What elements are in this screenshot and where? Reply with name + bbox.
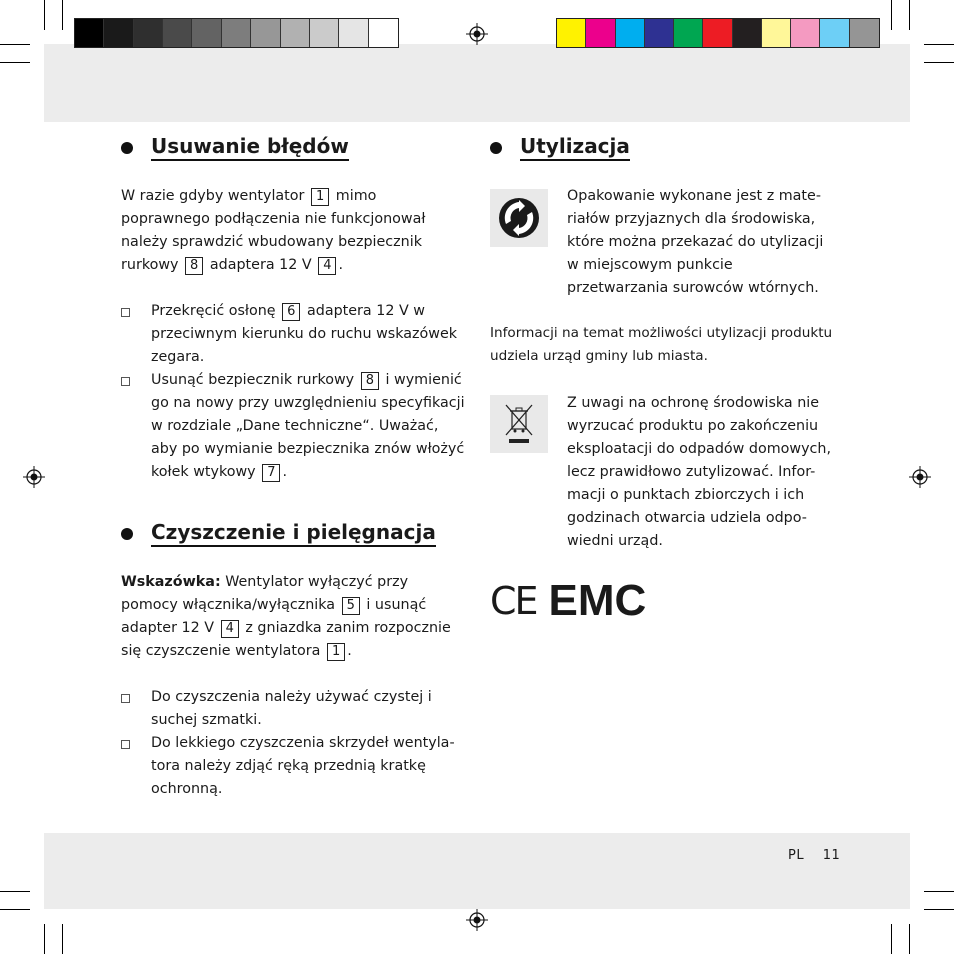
packaging-text: Opakowanie wykonane jest z mate-riałów przyjaznych dla środowiska, które można przekazać do utylizacji w miejscowym punkcie przetwarzania surowców wtórnych. [567,188,824,296]
grayscale-color-bar [74,18,399,48]
bullet-dot-icon [121,528,133,540]
registration-mark-icon [23,466,45,488]
list-item: Przekręcić osłonę 6 adaptera 12 V w przeciwnym kierunku do ruchu wskazówek zegara. [121,300,466,369]
color-swatch [820,19,849,47]
color-swatch [251,19,280,47]
color-swatch [310,19,339,47]
emc-mark: EMC [548,576,647,625]
part-reference-number: 1 [311,188,329,206]
registration-mark-icon [466,23,488,45]
section-title: Czyszczenie i pielęgnacja [151,520,436,547]
crop-mark [0,62,30,63]
crop-mark [62,924,63,954]
crop-mark [924,62,954,63]
section-title: Usuwanie błędów [151,134,349,161]
note-text: Wentylator wyłączyć przy pomocy włącznika/wyłącznika 5 i usunąć adapter 12 V 4 z gniazdka zanim rozpocznie się czyszczenie wentylatora 1 . [121,574,451,659]
registration-mark-icon [466,909,488,931]
color-swatch [674,19,703,47]
color-swatch [369,19,398,47]
color-swatch [557,19,586,47]
part-reference-number: 7 [262,464,280,482]
color-swatch [75,19,104,47]
crop-mark [909,0,910,30]
troubleshooting-intro: W razie gdyby wentylator 1 mimo poprawnego podłączenia nie funkcjonował należy sprawdzić wbudowany bezpiecznik rurkowy 8 adaptera 12 V 4 . [121,188,426,273]
crop-mark [62,0,63,30]
crop-mark [44,924,45,954]
color-swatch [192,19,221,47]
color-swatch [850,19,879,47]
crop-mark [44,0,45,30]
color-swatch [281,19,310,47]
checkbox-square-icon [121,377,130,386]
section-heading-troubleshooting [121,134,466,161]
process-color-bar [556,18,880,48]
crop-mark [924,44,954,45]
color-swatch [645,19,674,47]
part-reference-number: 4 [318,257,336,275]
list-item: Do lekkiego czyszczenia skrzydeł wentyla-tora należy zdjąć ręką przednią kratkę ochronną. [121,732,466,801]
note-label: Wskazówka: [121,574,221,590]
color-swatch [163,19,192,47]
color-swatch [104,19,133,47]
color-swatch [703,19,732,47]
part-reference-number: 5 [342,597,360,615]
language-code: PL [788,848,805,863]
crop-mark [0,44,30,45]
ce-mark-icon: CE [490,579,537,623]
crop-mark [924,909,954,910]
crop-mark [891,0,892,30]
bottom-band [44,833,910,909]
certification-marks [490,576,647,625]
section-heading-cleaning [121,520,466,547]
crop-mark [891,924,892,954]
checkbox-square-icon [121,308,130,317]
left-column [121,134,466,801]
cleaning-note [121,571,466,663]
color-swatch [791,19,820,47]
weee-text: Z uwagi na ochronę środowiska nie wyrzucać produktu po zakończeniu eksploatacji do odpadów domowych, lecz prawidłowo zutylizować. Infor-macji o punktach zbiorczych i ich godzinach otwarcia udziela odpo-wiedni urząd. [567,395,831,549]
list-item: Do czyszczenia należy używać czystej i suchej szmatki. [121,686,466,732]
right-column [490,134,835,161]
crop-mark [0,891,30,892]
checkbox-square-icon [121,694,130,703]
page-number: 11 [822,848,841,863]
cleaning-steps [121,686,466,801]
color-swatch [616,19,645,47]
color-swatch [134,19,163,47]
disposal-info-text: Informacji na temat możliwości utylizacji produktu udziela urząd gminy lub miasta. [490,325,833,364]
bullet-dot-icon [490,142,502,154]
checkbox-square-icon [121,740,130,749]
color-swatch [733,19,762,47]
part-reference-number: 6 [282,303,300,321]
color-swatch [339,19,368,47]
page-footer [788,848,840,863]
part-reference-number: 4 [221,620,239,638]
section-heading-disposal [490,134,835,161]
crop-mark [924,891,954,892]
bullet-dot-icon [121,142,133,154]
list-item: Usunąć bezpiecznik rurkowy 8 i wymienić go na nowy przy uwzględnieniu specyfikacji w rozdziale „Dane techniczne“. Uważać, aby po wymianie bezpiecznika znów włożyć kołek wtykowy 7 . [121,369,466,484]
top-band [44,44,910,122]
part-reference-number: 8 [361,372,379,390]
color-swatch [586,19,615,47]
crossed-bin-icon [490,395,548,453]
green-dot-icon [490,189,548,247]
crop-mark [0,909,30,910]
troubleshooting-steps [121,300,466,484]
crop-mark [909,924,910,954]
part-reference-number: 8 [185,257,203,275]
part-reference-number: 1 [327,643,345,661]
color-swatch [762,19,791,47]
registration-mark-icon [909,466,931,488]
section-title: Utylizacja [520,134,630,161]
color-swatch [222,19,251,47]
